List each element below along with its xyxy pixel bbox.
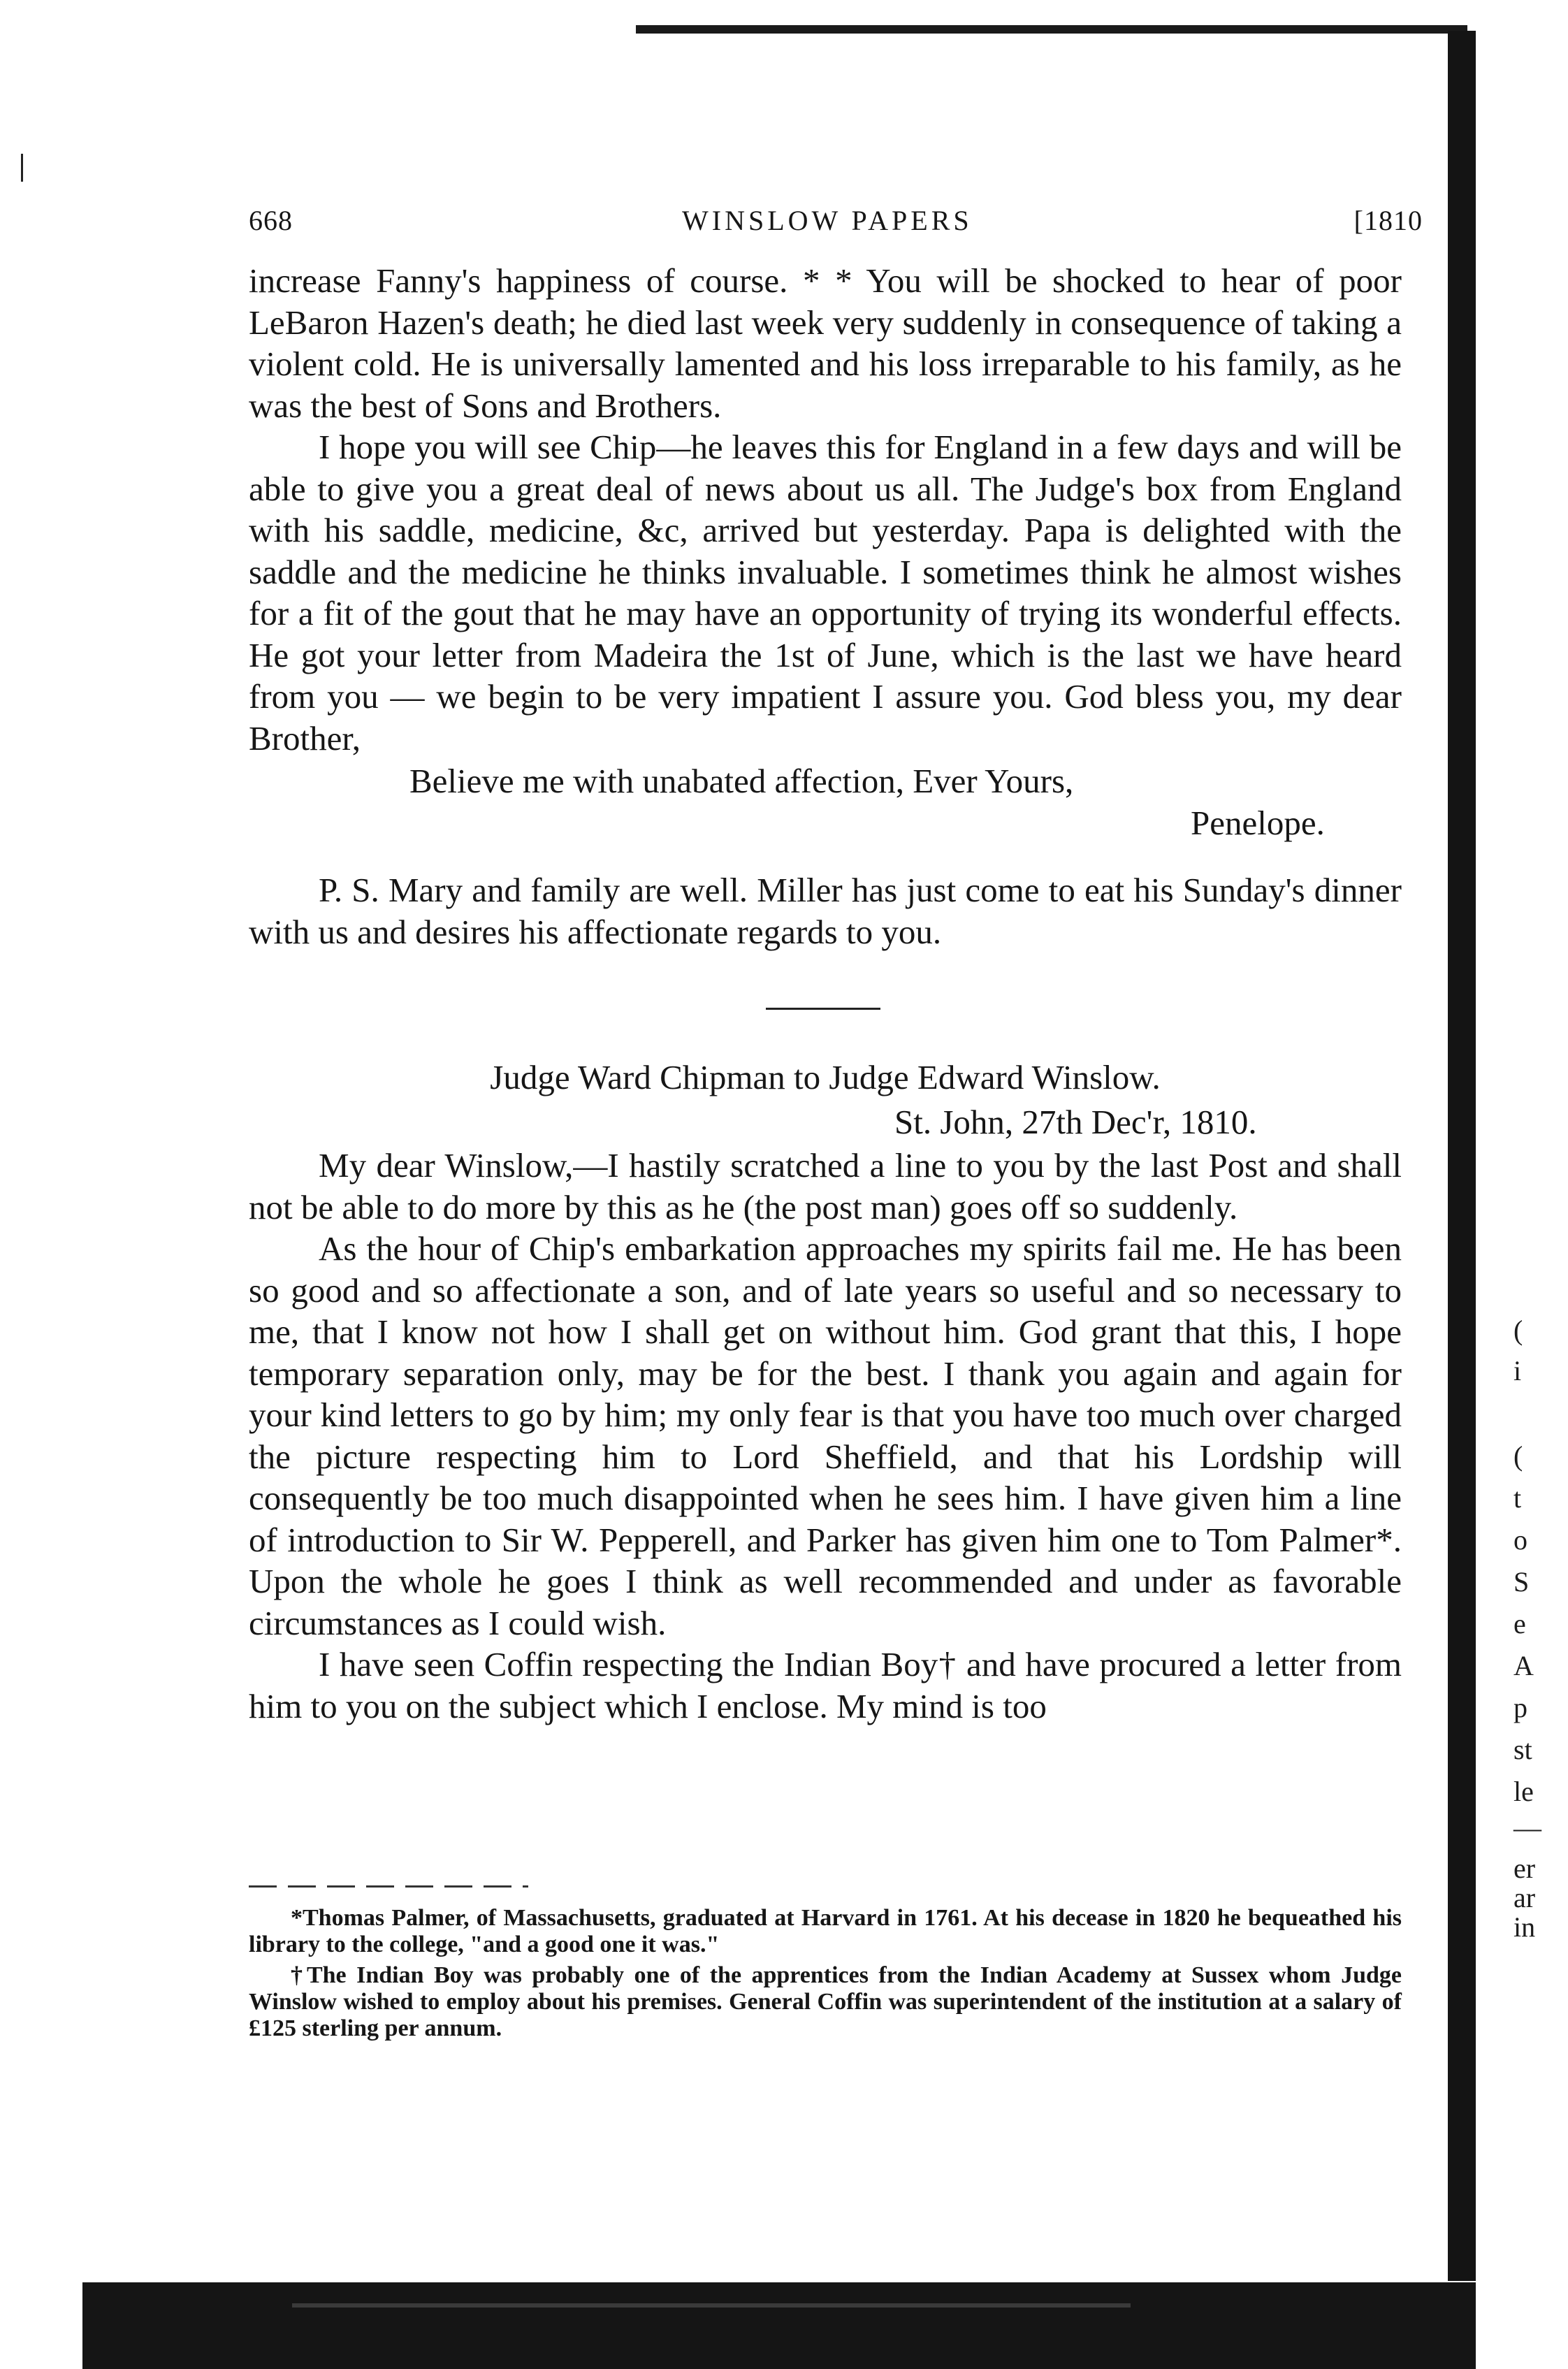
fragment-letter: p	[1513, 1692, 1527, 1723]
letter-two-body	[249, 1145, 1402, 1727]
postscript-block	[249, 869, 1402, 952]
fragment-letter: ar	[1513, 1882, 1536, 1913]
footnote-rule	[249, 1885, 528, 1888]
scan-bottom-edge	[82, 2282, 1476, 2369]
fragment-letter: A	[1513, 1650, 1534, 1681]
page-number: 668	[249, 205, 293, 236]
fragment-letter: S	[1513, 1566, 1530, 1598]
dateline: St. John, 27th Dec'r, 1810.	[894, 1103, 1257, 1141]
margin-mark	[21, 154, 23, 182]
section-divider	[766, 1008, 880, 1010]
footnote: *Thomas Palmer, of Massachusetts, graduated at Harvard in 1761. At his decease in 1820 he bequeathed his library to the college, "and a good one it was."	[249, 1905, 1402, 1957]
fragment-letter: st	[1513, 1734, 1532, 1765]
fragment-letter: (	[1513, 1314, 1523, 1346]
scan-binding-shadow	[1448, 31, 1476, 2281]
fragment-letter: le	[1513, 1776, 1534, 1807]
fragment-letter: t	[1513, 1482, 1522, 1514]
fragment-letter: i	[1513, 1355, 1522, 1386]
paragraph: I have seen Coffin respecting the Indian Boy† and have procured a letter from him to you on the subject which I enclose. My mind is too	[249, 1645, 1402, 1725]
running-header	[249, 204, 1423, 253]
footnotes	[249, 1905, 1402, 2046]
paragraph: increase Fanny's happiness of course. * * You will be shocked to hear of poor LeBaron Hazen's death; he died last week very suddenly in consequence of taking a violent cold. He is universally lamented and his loss irreparable to his family, as he was the best of Sons and Brothers.	[249, 261, 1402, 425]
paragraph: I hope you will see Chip—he leaves this for England in a few days and will be able to give you a great deal of news about us all. The Judge's box from England with his saddle, medicine, &c, arrived but yesterday. Papa is delighted with the saddle and the medicine he thinks invaluable. I sometimes think he almost wishes for a fit of the gout that he may have an opportunity of trying its wonderful effects. He got your letter from Madeira the 1st of June, which is the last we have heard from you — we begin to be very impatient I assure you. God bless you, my dear Brother,	[249, 428, 1402, 758]
letter-heading: Judge Ward Chipman to Judge Edward Winslow.	[490, 1058, 1161, 1096]
paragraph: My dear Winslow,—I hastily scratched a line to you by the last Post and shall not be able to do more by this as he (the post man) goes off so suddenly.	[249, 1146, 1402, 1226]
fragment-letter: —	[1513, 1812, 1541, 1843]
fragment-letter: o	[1513, 1524, 1527, 1556]
letter-one-closing	[249, 760, 1402, 843]
signature: Penelope.	[1191, 803, 1325, 842]
running-title: WINSLOW PAPERS	[682, 205, 973, 236]
letter-one-body	[249, 260, 1402, 759]
valediction: Believe me with unabated affection, Ever Yours,	[409, 762, 1074, 800]
fragment-letter: e	[1513, 1608, 1526, 1639]
scan-top-edge	[636, 25, 1467, 34]
fragment-letter: er	[1513, 1853, 1536, 1884]
fragment-letter: in	[1513, 1911, 1536, 1943]
postscript: P. S. Mary and family are well. Miller has just come to eat his Sunday's dinner with us and desires his affectionate regards to you.	[249, 871, 1402, 951]
footnote: †The Indian Boy was probably one of the apprentices from the Indian Academy at Sussex whom Judge Winslow wished to employ about his premises. General Coffin was superintendent of the institution at a salary of £125 sterling per annum.	[249, 1962, 1402, 2041]
running-year: [1810	[1353, 205, 1423, 236]
paragraph: As the hour of Chip's embarkation approaches my spirits fail me. He has been so good and so affectionate a son, and of late years so useful and so necessary to me, that I know not how I shall get on without him. God grant that this, I hope temporary separation only, may be for the best. I thank you again and again for your kind letters to go by him; my only fear is that you have too much over charged the picture respecting him to Lord Sheffield, and that his Lordship will consequently be too much disappointed when he sees him. I have given him a line of introduction to Sir W. Pepperell, and Parker has given him one to Tom Palmer*. Upon the whole he goes I think as well recommended and under as favorable circumstances as I could wish.	[249, 1229, 1402, 1642]
fragment-letter: (	[1513, 1440, 1523, 1472]
